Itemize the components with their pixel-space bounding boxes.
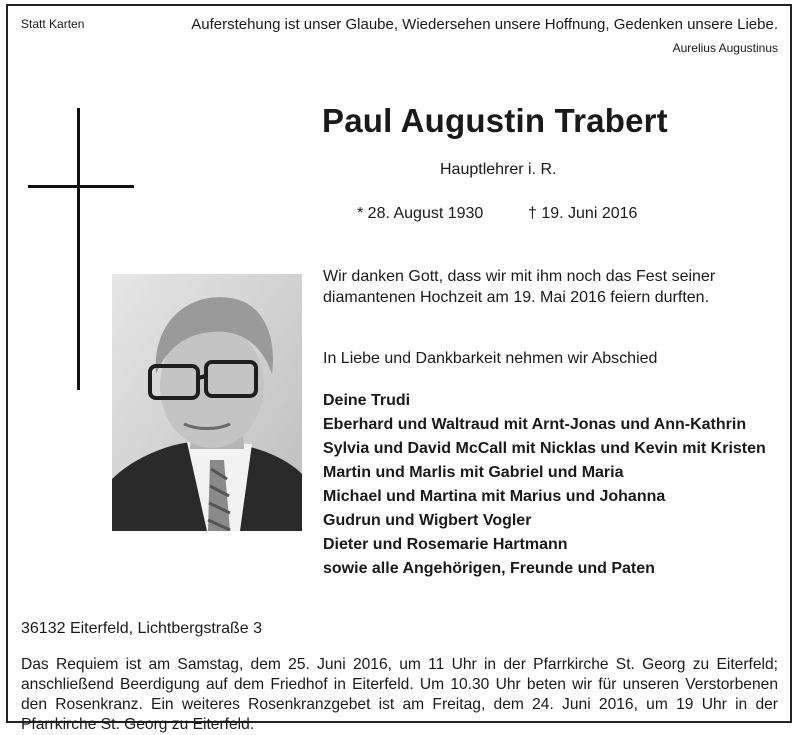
cross-icon: [77, 108, 80, 390]
gratitude-line-2: diamantenen Hochzeit am 19. Mai 2016 feiern durften.: [323, 289, 710, 306]
cross-icon-bar: [28, 185, 134, 188]
quote-author: Aurelius Augustinus: [672, 41, 778, 55]
list-item: Sylvia und David McCall mit Nicklas und Kevin mit Kristen: [323, 440, 766, 457]
list-item: Dieter und Rosemarie Hartmann: [323, 536, 568, 553]
list-item: Martin und Marlis mit Gabriel und Maria: [323, 464, 624, 481]
deceased-name: Paul Augustin Trabert: [322, 102, 668, 139]
mourners-list: [323, 389, 766, 581]
deceased-profession: Hauptlehrer i. R.: [440, 161, 557, 178]
list-item: Deine Trudi: [323, 392, 411, 409]
address: 36132 Eiterfeld, Lichtbergstraße 3: [21, 620, 263, 637]
quote-text: Auferstehung ist unser Glaube, Wiedersehen unsere Hoffnung, Gedenken unsere Liebe.: [191, 16, 778, 33]
list-item: Gudrun und Wigbert Vogler: [323, 512, 532, 529]
list-item: Eberhard und Waltraud mit Arnt-Jonas und Ann-Kathrin: [323, 416, 747, 433]
list-item: sowie alle Angehörigen, Freunde und Paten: [323, 560, 655, 577]
header-note: Statt Karten: [21, 17, 85, 31]
portrait-photo: [112, 274, 302, 531]
farewell-text: In Liebe und Dankbarkeit nehmen wir Abschied: [323, 350, 658, 367]
birth-date: * 28. August 1930: [357, 205, 484, 222]
gratitude-line-1: Wir danken Gott, dass wir mit ihm noch das Fest seiner: [323, 268, 716, 285]
list-item: Michael und Martina mit Marius und Johanna: [323, 488, 666, 505]
death-date: † 19. Juni 2016: [528, 205, 638, 222]
service-info: Das Requiem ist am Samstag, dem 25. Juni 2016, um 11 Uhr in der Pfarrkirche St. Georg zu Eiterfeld; anschließend Beerdigung auf dem Friedhof in Eiterfeld. Um 10.30 Uhr beten wir für unseren Verstorbenen den Rosenkranz. Ein weiteres Rosenkranzgebet ist am Freitag, dem 24. Juni 2016, um 19 Uhr in der Pfarrkirche St. Georg zu Eiterfeld.: [21, 656, 778, 733]
